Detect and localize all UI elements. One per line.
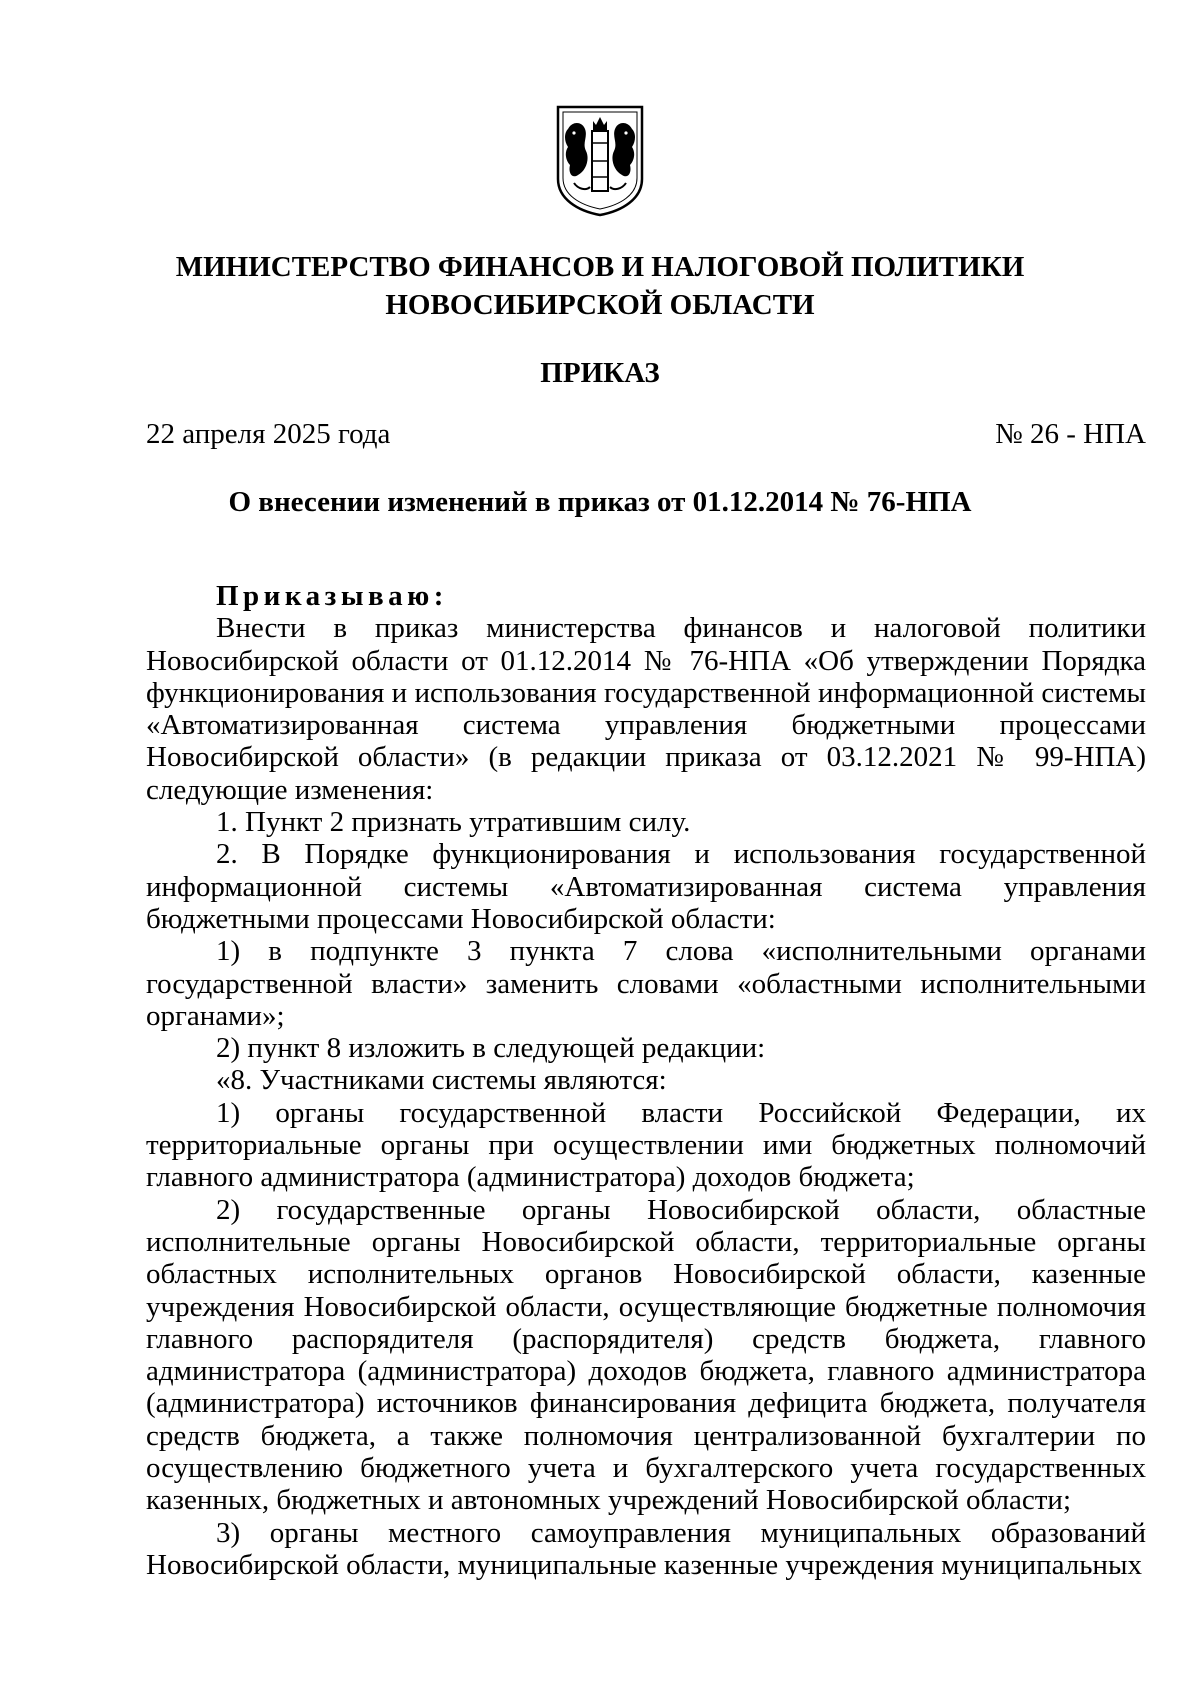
body-paragraph: 2. В Порядке функционирования и использования государственной информационной системы «Автоматизированная система управления бюджетными процессами Новосибирской области: xyxy=(146,838,1146,935)
coat-of-arms-emblem xyxy=(552,103,648,218)
body-paragraph: «8. Участниками системы являются: xyxy=(216,1064,667,1097)
organization-name-line-1: МИНИСТЕРСТВО ФИНАНСОВ И НАЛОГОВОЙ ПОЛИТИКИ xyxy=(175,251,1025,283)
body-paragraph: Внести в приказ министерства финансов и налоговой политики Новосибирской области от 01.12.2014 № 76-НПА «Об утверждении Порядка функционирования и использования государственной информационной системы «Автоматизированная система управления бюджетными процессами Новосибирской области» (в редакции приказа от 03.12.2021 № 99-НПА) следующие изменения: xyxy=(146,612,1146,806)
order-heading: Приказываю: xyxy=(216,580,448,612)
document-body xyxy=(146,580,1146,1581)
coat-of-arms-icon xyxy=(552,103,648,218)
body-paragraph: 2) государственные органы Новосибирской области, областные исполнительные органы Новосибирской области, территориальные органы областных исполнительных органов Новосибирской области, казенные учреждения Новосибирской области, осуществляющие бюджетные полномочия главного распорядителя (распорядителя) средств бюджета, главного администратора (администратора) доходов бюджета, главного администратора (администратора) источников финансирования дефицита бюджета, получателя средств бюджета, а также полномочия централизованной бухгалтерии по осуществлению бюджетного учета и бухгалтерского учета государственных казенных, бюджетных и автономных учреждений Новосибирской области; xyxy=(146,1193,1146,1517)
organization-name-line-2: НОВОСИБИРСКОЙ ОБЛАСТИ xyxy=(385,289,815,321)
body-paragraph: 1. Пункт 2 признать утратившим силу. xyxy=(216,806,691,839)
document-subject: О внесении изменений в приказ от 01.12.2014 № 76-НПА xyxy=(228,486,972,518)
organization-name xyxy=(0,248,1200,324)
body-paragraph: 2) пункт 8 изложить в следующей редакции: xyxy=(216,1032,766,1065)
document-type: ПРИКАЗ xyxy=(540,357,660,389)
body-paragraph: 1) в подпункте 3 пункта 7 слова «исполнительными органами государственной власти» заменить словами «областными исполнительными органами»; xyxy=(146,935,1146,1032)
body-paragraph: 3) органы местного самоуправления муниципальных образований Новосибирской области, муниципальные казенные учреждения муниципальных xyxy=(146,1516,1146,1581)
body-paragraph: 1) органы государственной власти Российской Федерации, их территориальные органы при осуществлении ими бюджетных полномочий главного администратора (администратора) доходов бюджета; xyxy=(146,1096,1146,1194)
date-number-line xyxy=(146,416,1146,452)
document-number: № 26 - НПА xyxy=(995,418,1146,450)
document-date: 22 апреля 2025 года xyxy=(146,418,391,450)
